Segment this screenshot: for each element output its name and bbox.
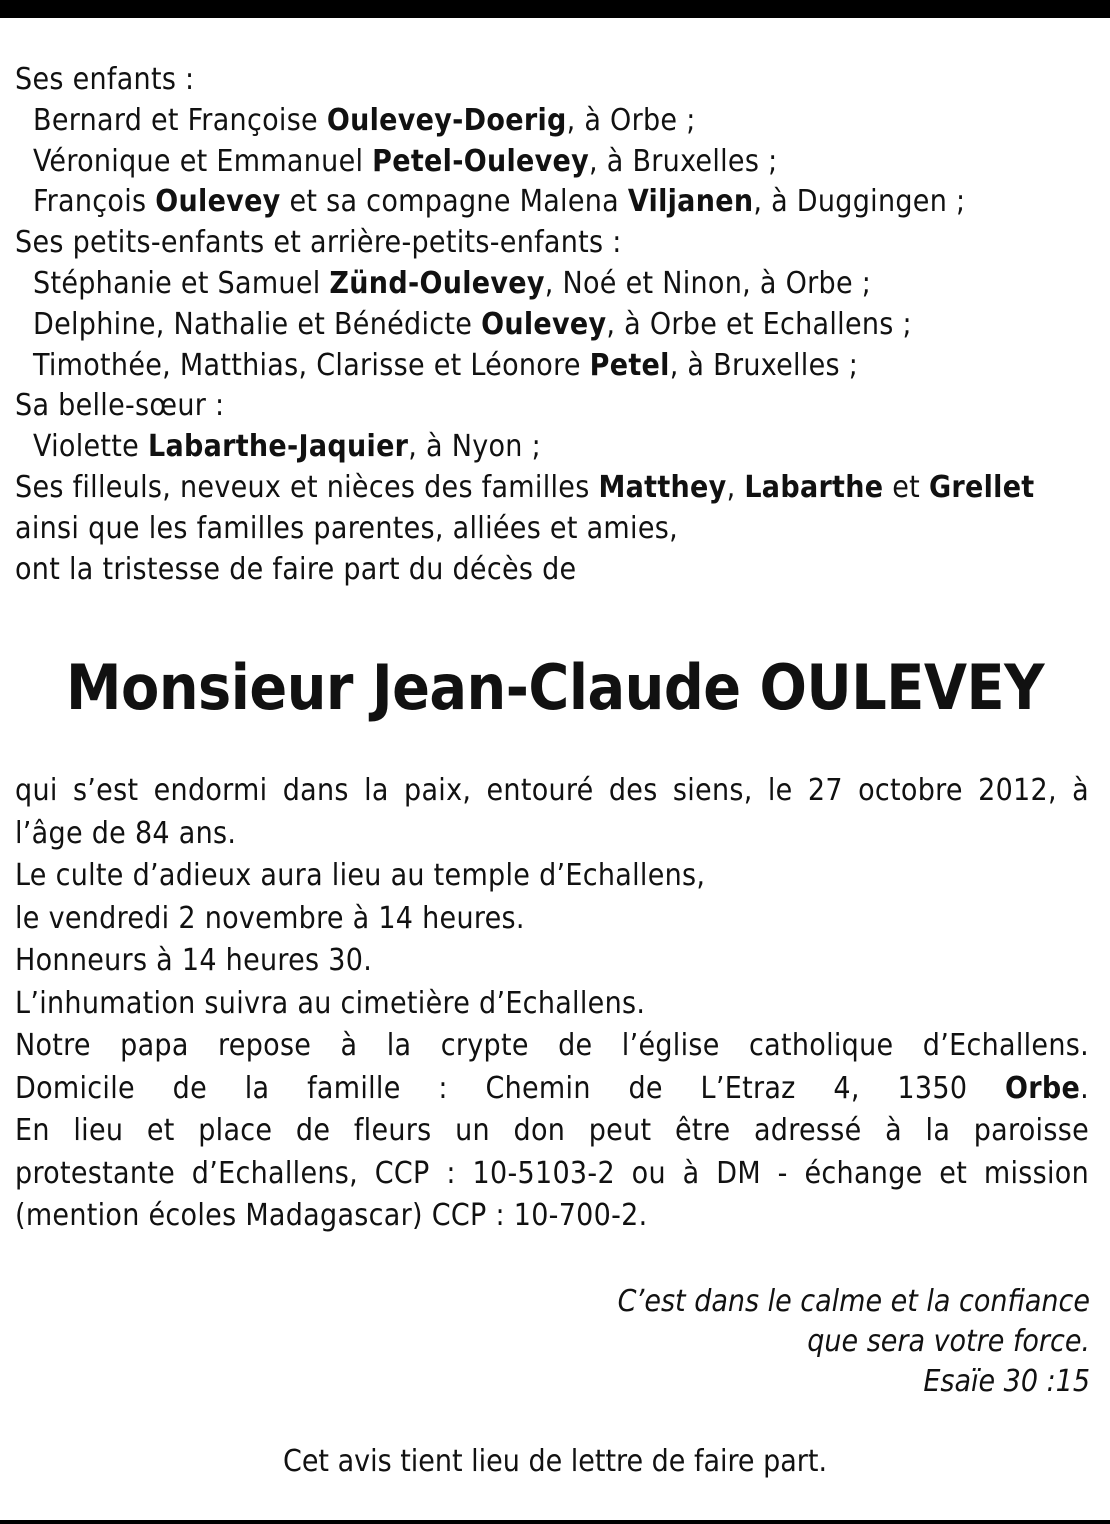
- announcement-body: [15, 770, 1089, 1238]
- quote-line-1: C’est dans le calme et la confiance: [617, 1284, 1090, 1319]
- belle-soeur-line: [15, 427, 1100, 468]
- body-line-7: Notre papa repose à la crypte de l’église catholique d’Echallens.: [15, 1028, 1089, 1063]
- domicile-line: [15, 1068, 1089, 1111]
- petit-1-surname: Zünd-Oulevey: [329, 265, 545, 301]
- family-list: [15, 60, 1100, 590]
- enfant-line-2: [15, 142, 1100, 183]
- famille-grellet: Grellet: [928, 469, 1035, 505]
- quote-reference: Esaïe 30 :15: [923, 1364, 1090, 1399]
- filleuls-text: Ses filleuls, neveux et nièces des familles: [15, 469, 599, 505]
- petit-1-place: , Noé et Ninon, à Orbe ;: [544, 265, 872, 301]
- body-line-2: l’âge de 84 ans.: [15, 815, 237, 851]
- body-line-10: protestante d’Echallens, CCP : 10-5103-2 ou à DM - échange et mission: [15, 1155, 1089, 1191]
- body-line-5: Honneurs à 14 heures 30.: [15, 943, 373, 978]
- petit-2-names: Delphine, Nathalie et Bénédicte: [33, 306, 482, 342]
- enfant-line-1: [15, 101, 1100, 142]
- filleuls-line: [15, 468, 1100, 509]
- enfant-line-3: [15, 182, 1100, 223]
- petit-line-2: [15, 305, 1100, 346]
- footer-note: Cet avis tient lieu de lettre de faire part.: [282, 1444, 828, 1479]
- enfants-heading: Ses enfants :: [15, 62, 195, 97]
- belle-soeur-place: , à Nyon ;: [408, 429, 541, 465]
- petit-1-names: Stéphanie et Samuel: [33, 265, 330, 301]
- famille-labarthe: Labarthe: [744, 469, 884, 505]
- belle-soeur-heading: Sa belle-sœur :: [15, 388, 225, 424]
- familles-line: ainsi que les familles parentes, alliées et amies,: [15, 510, 678, 546]
- petits-enfants-heading: Ses petits-enfants et arrière-petits-enfants :: [15, 225, 622, 261]
- enfant-3-name: François: [33, 184, 156, 220]
- filleuls-conjunction: et: [883, 469, 929, 505]
- petit-2-place: , à Orbe et Echallens ;: [606, 306, 912, 342]
- petit-line-1: [15, 264, 1100, 305]
- enfant-2-surname: Petel-Oulevey: [372, 143, 590, 179]
- top-rule: [0, 0, 1110, 18]
- body-line-11: (mention écoles Madagascar) CCP : 10-700-2.: [15, 1198, 648, 1233]
- domicile-city: Orbe: [1005, 1070, 1081, 1106]
- enfant-3-partner: et sa compagne Malena: [280, 184, 628, 220]
- enfant-3-place: , à Duggingen ;: [753, 184, 966, 220]
- enfant-1-names: Bernard et Françoise: [33, 102, 327, 138]
- quote-line-2: que sera votre force.: [807, 1324, 1090, 1359]
- petit-3-names: Timothée, Matthias, Clarisse et Léonore: [33, 347, 590, 383]
- enfant-2-place: , à Bruxelles ;: [589, 143, 778, 179]
- body-line-4: le vendredi 2 novembre à 14 heures.: [15, 900, 525, 936]
- body-line-6: L’inhumation suivra au cimetière d’Echallens.: [15, 985, 646, 1021]
- filleuls-separator: ,: [726, 469, 745, 505]
- petit-2-surname: Oulevey: [481, 306, 607, 342]
- petit-3-surname: Petel: [589, 347, 670, 383]
- deceased-name: Monsieur Jean-Claude OULEVEY: [65, 651, 1045, 724]
- enfant-1-place: , à Orbe ;: [566, 102, 696, 138]
- body-line-3: Le culte d’adieux aura lieu au temple d’Echallens,: [15, 858, 706, 893]
- belle-soeur-name: Violette: [33, 429, 148, 465]
- famille-matthey: Matthey: [598, 469, 727, 505]
- enfant-3-partner-surname: Viljanen: [627, 184, 754, 220]
- petit-3-place: , à Bruxelles ;: [669, 347, 859, 383]
- enfant-2-names: Véronique et Emmanuel: [33, 143, 373, 179]
- enfant-1-surname: Oulevey-Doerig: [326, 102, 567, 138]
- tristesse-line: ont la tristesse de faire part du décès de: [15, 551, 577, 587]
- body-line-1: qui s’est endormi dans la paix, entouré des siens, le 27 octobre 2012, à: [15, 773, 1089, 808]
- domicile-address: Domicile de la famille : Chemin de L’Etraz 4, 1350: [15, 1070, 1006, 1106]
- bottom-rule: [0, 1520, 1110, 1524]
- belle-soeur-surname: Labarthe-Jaquier: [147, 429, 409, 465]
- domicile-period: .: [1080, 1070, 1089, 1106]
- petit-line-3: [15, 346, 1100, 387]
- enfant-3-surname: Oulevey: [155, 184, 281, 220]
- bible-quote: [390, 1282, 1090, 1402]
- body-line-9: En lieu et place de fleurs un don peut être adressé à la paroisse: [15, 1113, 1089, 1148]
